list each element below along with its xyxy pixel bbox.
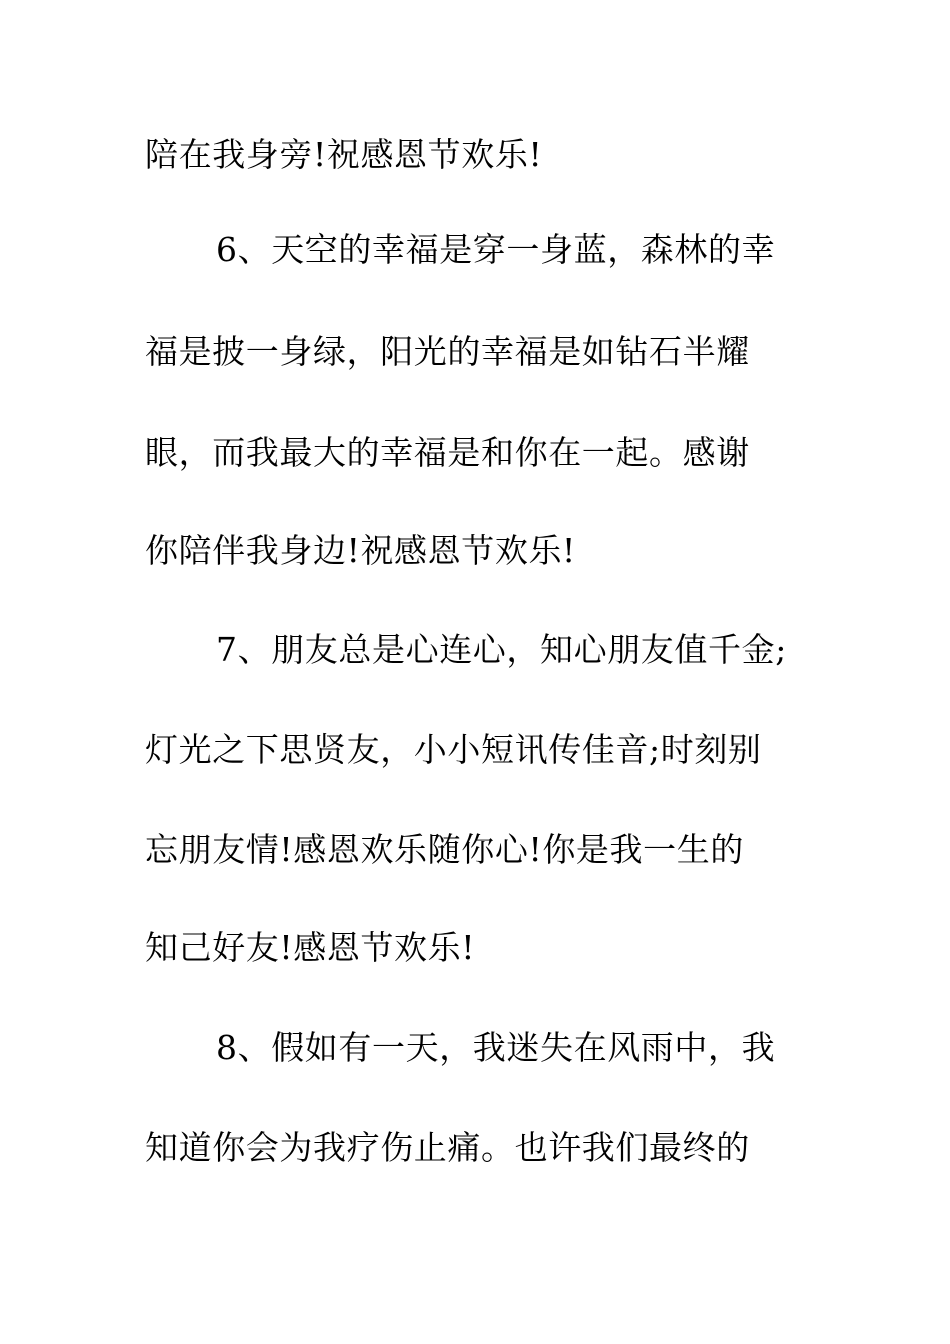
text-line: 知己好友!感恩节欢乐! [145,928,476,967]
text-line: 你陪伴我身边!祝感恩节欢乐! [145,531,576,570]
paragraph-7-line-1: 7、朋友总是心连心，知心朋友值千金; [216,630,787,669]
paragraph-6-line-1: 6、天空的幸福是穿一身蓝，森林的幸 [216,230,776,269]
text-line: 福是披一身绿，阳光的幸福是如钻石半耀 [145,332,750,371]
text-line: 灯光之下思贤友，小小短讯传佳音;时刻别 [145,730,762,769]
text-line: 知道你会为我疗伤止痛。也许我们最终的 [145,1128,750,1167]
paragraph-8-line-1: 8、假如有一天，我迷失在风雨中，我 [216,1028,776,1067]
text-line: 忘朋友情!感恩欢乐随你心!你是我一生的 [145,830,744,869]
text-line: 陪在我身旁!祝感恩节欢乐! [145,135,543,174]
text-line: 眼，而我最大的幸福是和你在一起。感谢 [145,433,750,472]
